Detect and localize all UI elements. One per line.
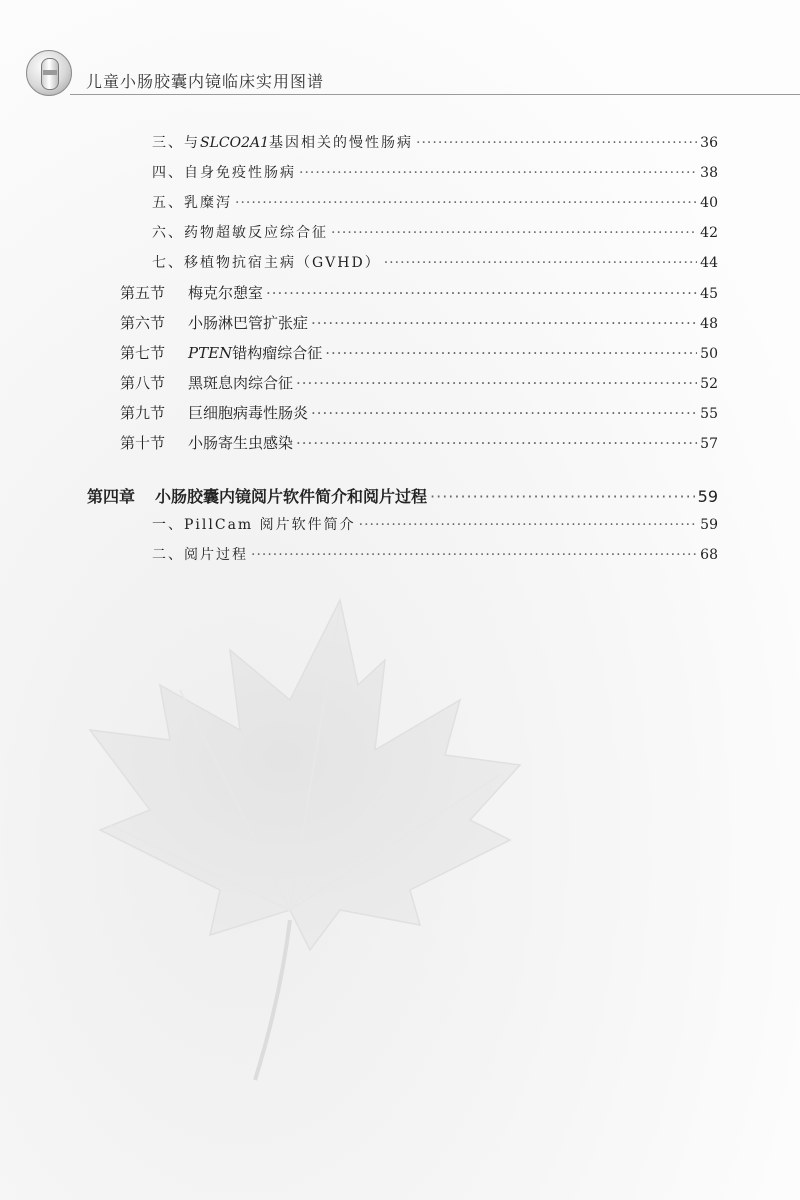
toc-entry-title: 梅克尔憩室 <box>188 284 264 302</box>
toc-entry[interactable] <box>152 514 718 538</box>
toc-leader-dots <box>331 225 697 241</box>
toc-section-number: 第六节 <box>120 314 166 332</box>
toc-section-entry[interactable] <box>120 342 718 366</box>
toc-chapter-entry[interactable] <box>87 484 718 508</box>
toc-page-number: 59 <box>697 487 718 506</box>
toc-entry-title: 错构瘤综合征 <box>232 344 323 362</box>
toc-chapter-number: 第四章 <box>87 487 136 506</box>
toc-entry[interactable] <box>152 222 718 246</box>
toc-page-number: 40 <box>700 195 718 211</box>
toc-section-number: 第九节 <box>120 404 166 422</box>
toc-page-number: 38 <box>700 165 718 181</box>
toc-entry[interactable] <box>152 192 718 216</box>
toc-entry-title: 基因相关的慢性肠病 <box>269 135 414 151</box>
toc-page-number: 44 <box>700 255 718 271</box>
toc-entry-title: 巨细胞病毒性肠炎 <box>188 404 309 422</box>
toc-page-number: 42 <box>700 225 718 241</box>
toc-entry[interactable] <box>152 162 718 186</box>
toc-leader-dots <box>325 344 697 362</box>
toc-page-number: 68 <box>700 547 718 563</box>
toc-section-number: 第七节 <box>120 344 166 362</box>
toc-leader-dots <box>359 517 698 533</box>
toc-entry-title: 一、PillCam 阅片软件简介 <box>152 517 356 533</box>
toc-section-entry[interactable] <box>120 282 718 306</box>
toc-entry-prefix: 三、与 <box>152 135 200 151</box>
page-header <box>0 0 800 100</box>
toc-leader-dots <box>296 374 697 392</box>
toc-page-number: 57 <box>700 436 718 452</box>
toc-section-number: 第十节 <box>120 434 166 452</box>
maple-leaf-watermark <box>40 590 560 1110</box>
toc-entry-title: 黑斑息肉综合征 <box>188 374 294 392</box>
toc-leader-dots <box>235 195 697 211</box>
toc-entry-gene-name: PTEN <box>188 344 233 362</box>
toc-entry[interactable] <box>152 252 718 276</box>
toc-section-entry[interactable] <box>120 372 718 396</box>
toc-entry[interactable] <box>152 544 718 568</box>
toc-section-entry[interactable] <box>120 432 718 456</box>
toc-page-number: 45 <box>700 286 718 302</box>
toc-page-number: 36 <box>700 135 718 151</box>
toc-page-number: 50 <box>700 346 718 362</box>
toc-page-number: 59 <box>700 517 718 533</box>
toc-leader-dots <box>251 547 697 563</box>
toc-entry-title: 小肠淋巴管扩张症 <box>188 314 309 332</box>
toc-leader-dots <box>430 487 695 506</box>
toc-entry-title: 二、阅片过程 <box>152 547 248 563</box>
toc-entry-gene-name: SLCO2A1 <box>200 135 270 151</box>
book-title: 儿童小肠胶囊内镜临床实用图谱 <box>86 72 325 91</box>
toc-page-number: 55 <box>700 406 718 422</box>
toc-entry-title: 七、移植物抗宿主病（GVHD） <box>152 255 381 271</box>
toc-section-entry[interactable] <box>120 402 718 426</box>
toc-section-number: 第五节 <box>120 284 166 302</box>
toc-leader-dots <box>296 434 697 452</box>
toc-entry-title: 四、自身免疫性肠病 <box>152 165 296 181</box>
toc-section-number: 第八节 <box>120 374 166 392</box>
toc-leader-dots <box>266 284 697 302</box>
capsule-endoscope-icon <box>26 50 72 96</box>
toc-entry-title: 小肠寄生虫感染 <box>188 434 294 452</box>
header-divider <box>70 94 800 95</box>
toc-entry-title: 六、药物超敏反应综合征 <box>152 225 328 241</box>
toc-leader-dots <box>299 165 697 181</box>
toc-section-entry[interactable] <box>120 312 718 336</box>
toc-entry[interactable] <box>152 132 718 156</box>
toc-leader-dots <box>416 135 697 151</box>
toc-entry-title: 五、乳糜泻 <box>152 195 232 211</box>
toc-chapter-title: 小肠胶囊内镜阅片软件简介和阅片过程 <box>155 487 428 506</box>
toc-page-number: 48 <box>700 316 718 332</box>
toc-leader-dots <box>384 255 697 271</box>
toc-leader-dots <box>311 314 697 332</box>
toc-leader-dots <box>311 404 697 422</box>
toc-page-number: 52 <box>700 376 718 392</box>
